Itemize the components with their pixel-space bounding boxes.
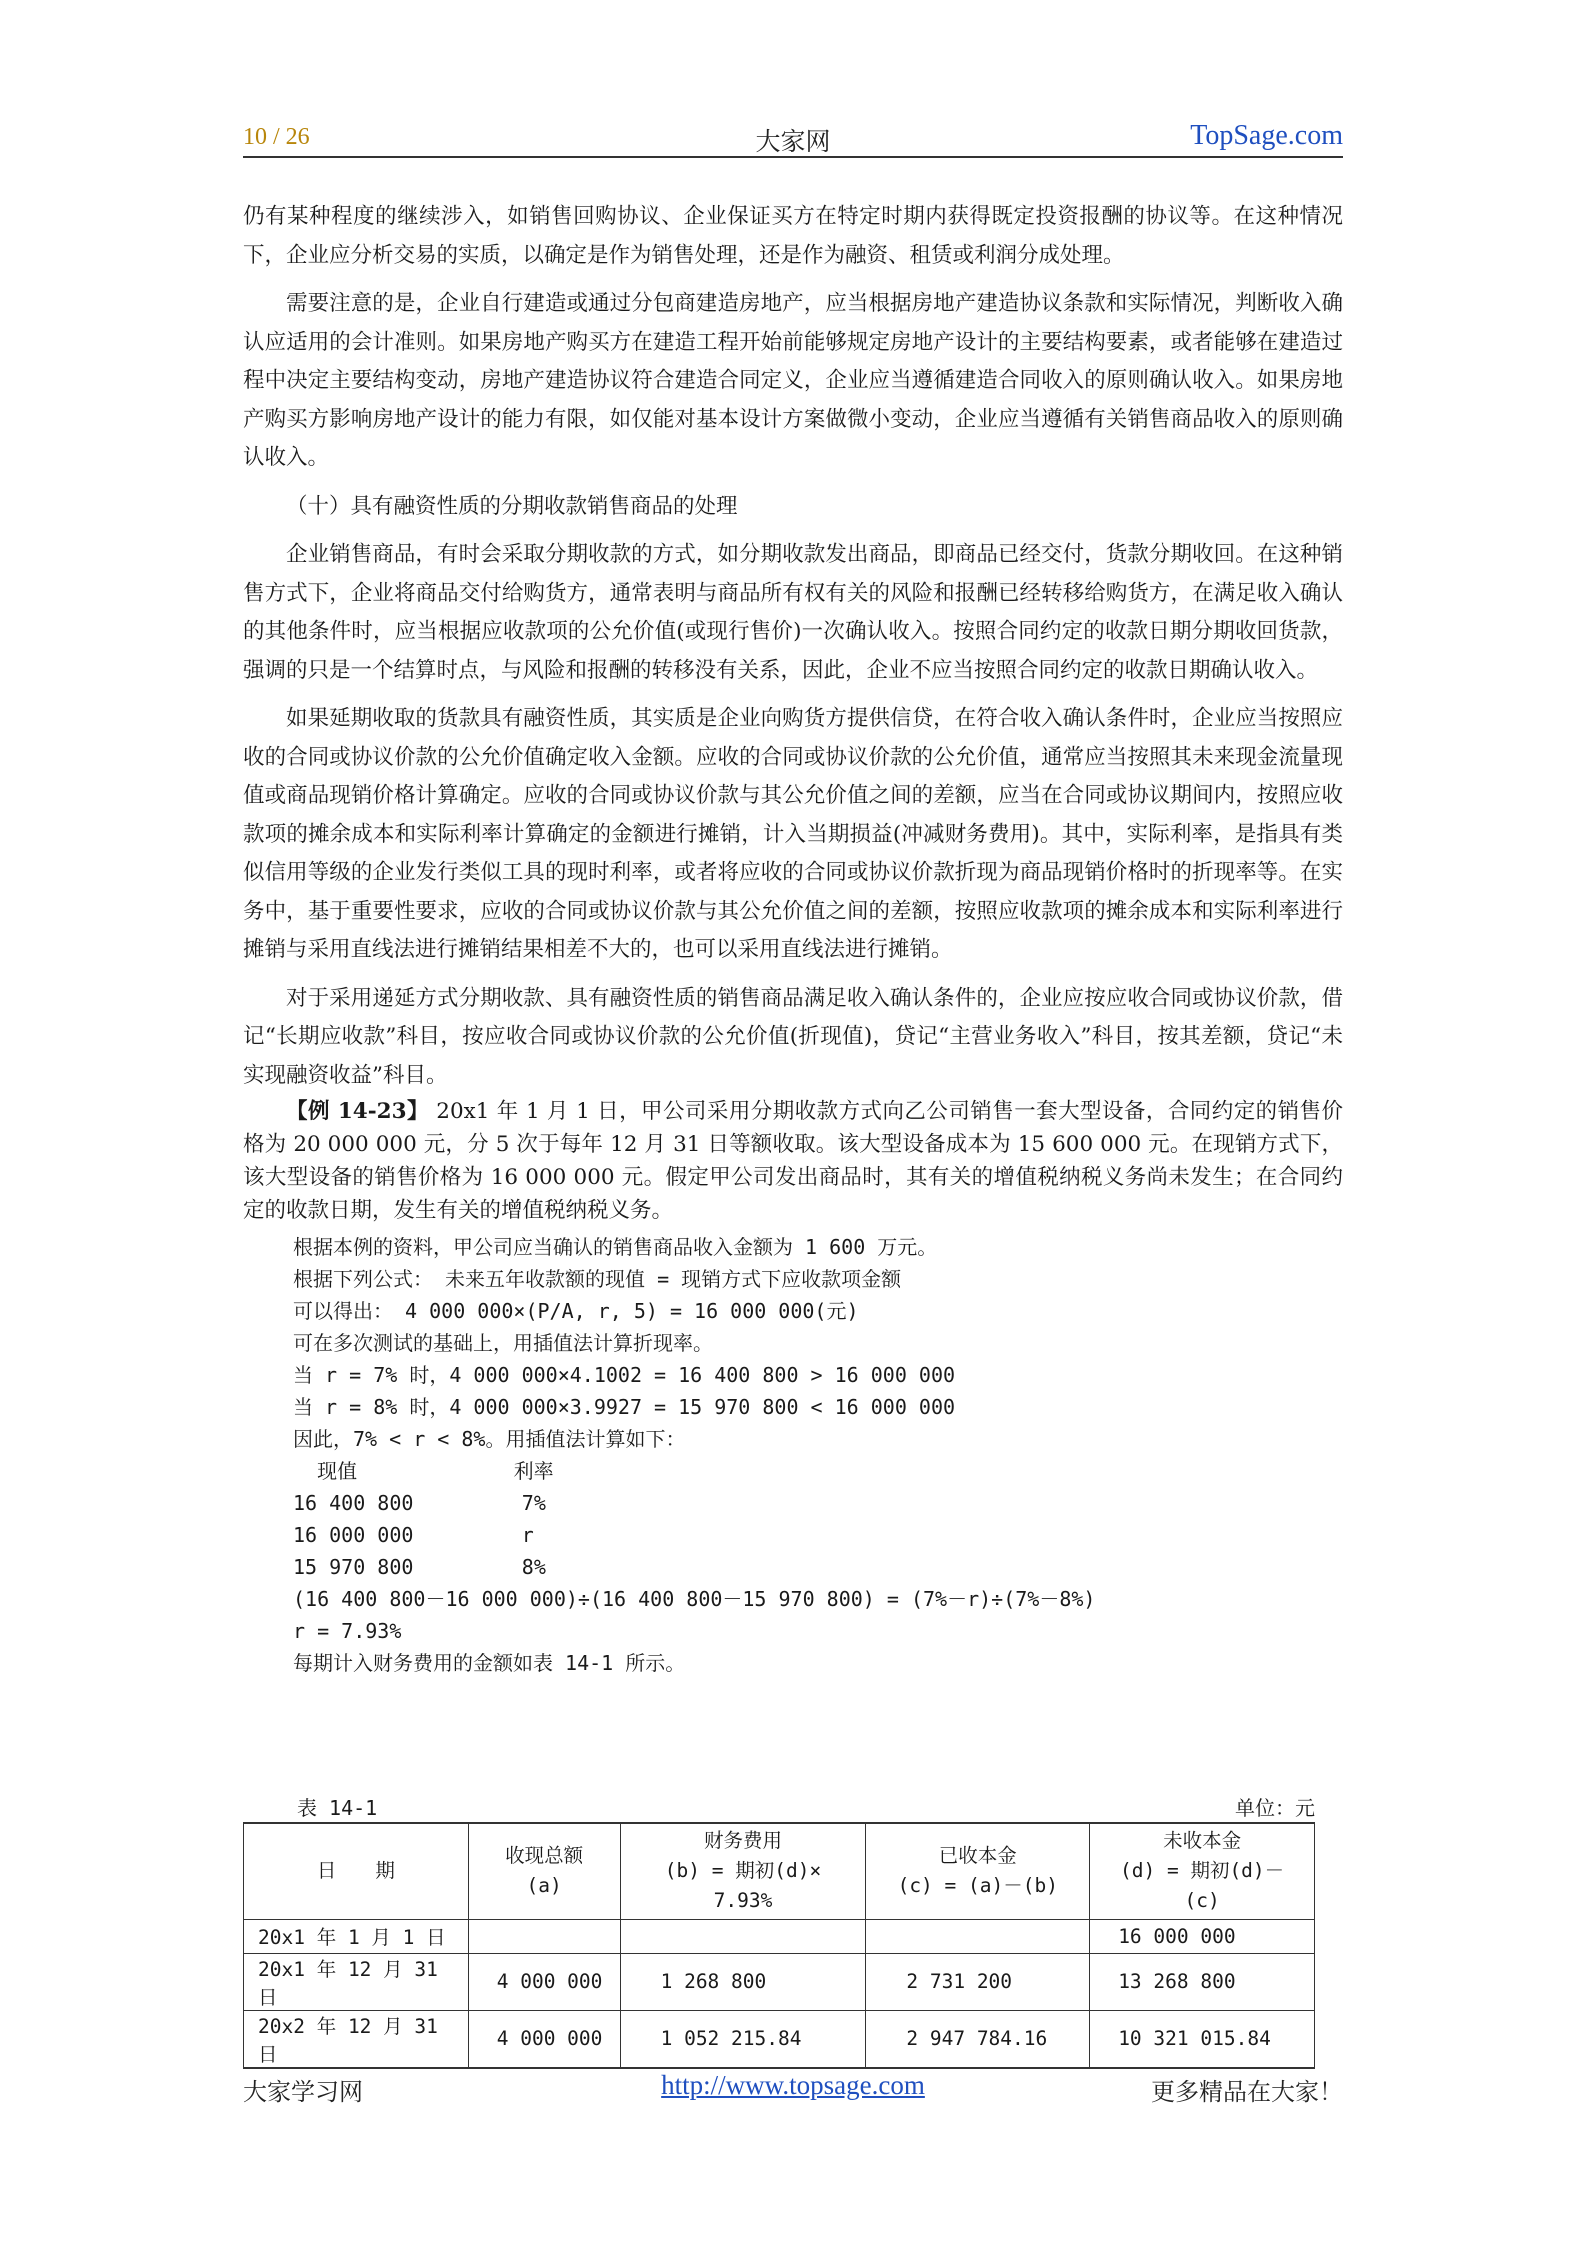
table-cell: 1 052 215.84 xyxy=(620,2010,866,2068)
calc-line: 现值 利率 xyxy=(293,1459,554,1483)
table-row xyxy=(244,1919,1315,1953)
calc-line: 当 r = 8% 时，4 000 000×3.9927 = 15 970 800 < 16 000 000 xyxy=(293,1395,956,1419)
footer-right-text: 更多精品在大家！ xyxy=(1151,2078,1343,2106)
paragraph: 仍有某种程度的继续涉入，如销售回购协议、企业保证买方在特定时期内获得既定投资报酬的协议等。在这种情况下，企业应分析交易的实质，以确定是作为销售处理，还是作为融资、租赁或利润分成处理。 xyxy=(243,204,1343,268)
table-cell: 13 268 800 xyxy=(1090,1953,1315,2010)
amortization-table xyxy=(243,1822,1315,2069)
table-cell: 20x2 年 12 月 31 日 xyxy=(244,2010,469,2068)
header-site-link[interactable]: TopSage.com xyxy=(1190,120,1343,151)
header-cell: 日 期 xyxy=(244,1823,469,1919)
footer-link[interactable]: http://www.topsage.com xyxy=(661,2070,925,2100)
paragraph: 对于采用递延方式分期收款、具有融资性质的销售商品满足收入确认条件的，企业应按应收合同或协议价款，借记“长期应收款”科目，按应收合同或协议价款的公允价值(折现值)，贷记“主营业务收入”科目，按其差额，贷记“未实现融资收益”科目。 xyxy=(243,985,1343,1088)
calc-line: 可以得出： 4 000 000×(P/A, r, 5) = 16 000 000(元) xyxy=(293,1299,859,1323)
page-header xyxy=(243,118,1343,158)
section-heading: （十）具有融资性质的分期收款销售商品的处理 xyxy=(286,493,738,519)
table-cell: 4 000 000 xyxy=(468,2010,620,2068)
paragraph: 如果延期收取的货款具有融资性质，其实质是企业向购货方提供信贷，在符合收入确认条件时，企业应当按照应收的合同或协议价款的公允价值确定收入金额。应收的合同或协议价款的公允价值，通常应当按照其未来现金流量现值或商品现销价格计算确定。应收的合同或协议价款与其公允价值之间的差额，应当在合同或协议期间内，按照应收款项的摊余成本和实际利率计算确定的金额进行摊销，计入当期损益(冲减财务费用)。其中，实际利率，是指具有类似信用等级的企业发行类似工具的现时利率，或者将应收的合同或协议价款折现为商品现销价格时的折现率等。在实务中，基于重要性要求，应收的合同或协议价款与其公允价值之间的差额，按照应收款项的摊余成本和实际利率进行摊销与采用直线法进行摊销结果相差不大的，也可以采用直线法进行摊销。 xyxy=(243,706,1343,962)
header-cell: 收现总额 (a) xyxy=(468,1823,620,1919)
table-cell: 2 731 200 xyxy=(866,1953,1090,2010)
table-cell: 2 947 784.16 xyxy=(866,2010,1090,2068)
calc-line: 16 400 800 7% xyxy=(293,1491,546,1515)
table-cell: 16 000 000 xyxy=(1090,1919,1315,1953)
header-title: 大家网 xyxy=(755,127,831,156)
table-cell xyxy=(468,1919,620,1953)
paragraph: 需要注意的是，企业自行建造或通过分包商建造房地产，应当根据房地产建造协议条款和实际情况，判断收入确认应适用的会计准则。如果房地产购买方在建造工程开始前能够规定房地产设计的主要结构要素，或者能够在建造过程中决定主要结构变动，房地产建造协议符合建造合同定义，企业应当遵循建造合同收入的原则确认收入。如果房地产购买方影响房地产设计的能力有限，如仅能对基本设计方案做微小变动，企业应当遵循有关销售商品收入的原则确认收入。 xyxy=(243,291,1343,470)
table-cell xyxy=(620,1919,866,1953)
table-cell: 10 321 015.84 xyxy=(1090,2010,1315,2068)
table-caption-row xyxy=(297,1792,1315,1821)
calc-line: 16 000 000 r xyxy=(293,1523,534,1547)
table-cell: 20x1 年 12 月 31 日 xyxy=(244,1953,469,2010)
calc-line: (16 400 800－16 000 000)÷(16 400 800－15 970 800) = (7%－r)÷(7%－8%) xyxy=(293,1587,1096,1611)
example-label: 【例 14-23】 xyxy=(286,1099,429,1124)
calc-line: 每期计入财务费用的金额如表 14-1 所示。 xyxy=(293,1651,686,1675)
table-row xyxy=(244,2010,1315,2068)
calc-line: 根据下列公式： 未来五年收款额的现值 = 现销方式下应收款项金额 xyxy=(293,1267,902,1291)
page-number: 10 / 26 xyxy=(243,124,310,150)
calc-line: 可在多次测试的基础上，用插值法计算折现率。 xyxy=(293,1331,713,1355)
page-content xyxy=(243,198,1343,1679)
footer-left-text: 大家学习网 xyxy=(243,2078,363,2106)
calc-line: r = 7.93% xyxy=(293,1619,402,1643)
calc-line: 当 r = 7% 时，4 000 000×4.1002 = 16 400 800 > 16 000 000 xyxy=(293,1363,956,1387)
table-unit: 单位：元 xyxy=(1235,1796,1315,1820)
calc-line: 15 970 800 8% xyxy=(293,1555,546,1579)
table-header-row xyxy=(244,1823,1315,1919)
table-row xyxy=(244,1953,1315,2010)
example-text: 20x1 年 1 月 1 日，甲公司采用分期收款方式向乙公司销售一套大型设备，合同约定的销售价格为 20 000 000 元，分 5 次于每年 12 月 31 日等额收取。该大型设备成本为 15 600 000 元。在现销方式下，该大型设备的销售价格为 16 000 000 元。假定甲公司发出商品时，其有关的增值税纳税义务尚未发生；在合同约定的收款日期，发生有关的增值税纳税义务。 xyxy=(243,1099,1343,1223)
table-cell: 1 268 800 xyxy=(620,1953,866,2010)
example-paragraph xyxy=(243,1095,1343,1227)
page-footer xyxy=(243,2072,1343,2112)
table-cell xyxy=(866,1919,1090,1953)
calculation-block xyxy=(243,1231,1343,1679)
table-cell: 20x1 年 1 月 1 日 xyxy=(244,1919,469,1953)
table-caption: 表 14-1 xyxy=(297,1796,378,1820)
header-cell: 未收本金 (d) = 期初(d)－ (c) xyxy=(1090,1823,1315,1919)
calc-line: 根据本例的资料，甲公司应当确认的销售商品收入金额为 1 600 万元。 xyxy=(293,1235,938,1259)
header-cell: 已收本金 (c) = (a)－(b) xyxy=(866,1823,1090,1919)
calc-line: 因此，7% < r < 8%。用插值法计算如下： xyxy=(293,1427,686,1451)
table-cell: 4 000 000 xyxy=(468,1953,620,2010)
paragraph: 企业销售商品，有时会采取分期收款的方式，如分期收款发出商品，即商品已经交付，货款分期收回。在这种销售方式下，企业将商品交付给购货方，通常表明与商品所有权有关的风险和报酬已经转移给购货方，在满足收入确认的其他条件时，应当根据应收款项的公允价值(或现行售价)一次确认收入。按照合同约定的收款日期分期收回货款，强调的只是一个结算时点，与风险和报酬的转移没有关系，因此，企业不应当按照合同约定的收款日期确认收入。 xyxy=(243,542,1343,683)
header-cell: 财务费用 (b) = 期初(d)× 7.93% xyxy=(620,1823,866,1919)
